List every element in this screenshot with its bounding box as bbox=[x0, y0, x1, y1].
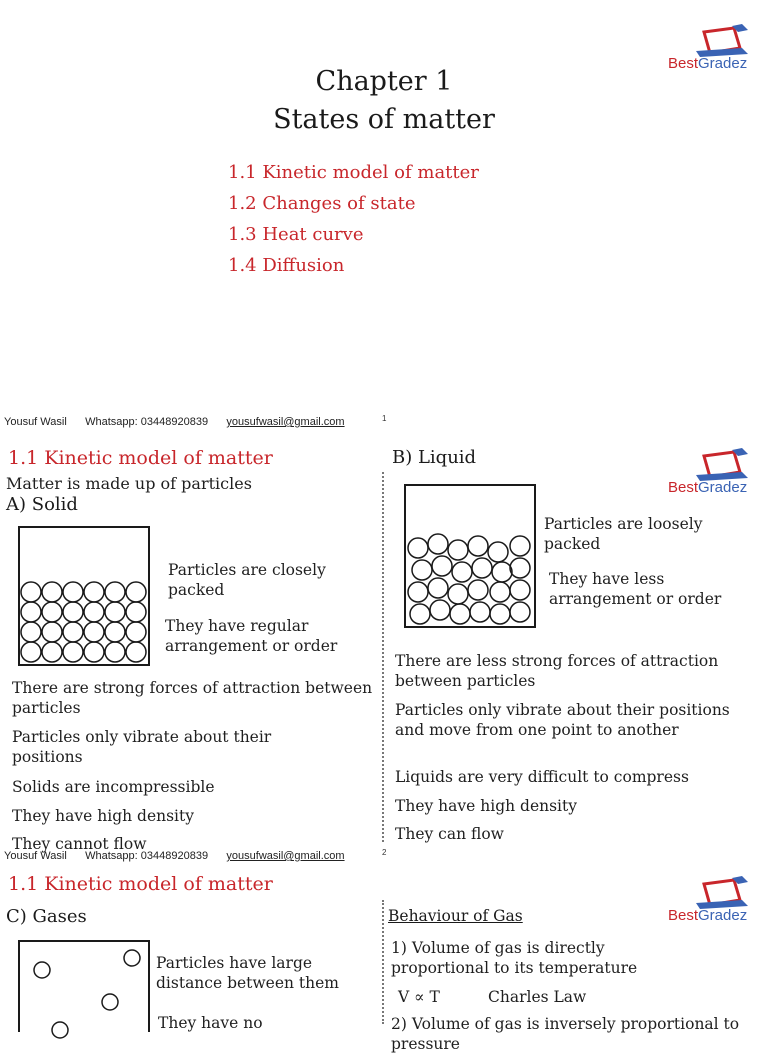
liquid-particle bbox=[510, 558, 530, 578]
liquid-particle bbox=[432, 556, 452, 576]
page-number-2: 2 bbox=[382, 848, 387, 857]
gas-particles-svg bbox=[20, 942, 148, 1032]
liquid-particle bbox=[472, 558, 492, 578]
solid-note-packed: Particles are closely packed bbox=[168, 561, 326, 599]
page-number-1: 1 bbox=[382, 414, 387, 423]
solid-particle bbox=[84, 582, 104, 602]
logo-text-gradez: Gradez bbox=[698, 479, 748, 496]
solid-particle bbox=[84, 642, 104, 662]
solid-particle bbox=[21, 642, 41, 662]
solid-particle bbox=[42, 622, 62, 642]
solid-particle bbox=[84, 602, 104, 622]
toc-item-2: 1.2 Changes of state bbox=[228, 193, 416, 214]
logo-text-best: Best bbox=[668, 55, 699, 72]
liquid-point-move: Particles only vibrate about their positions and move from one point to another bbox=[395, 701, 730, 739]
liquid-note-order: They have less arrangement or order bbox=[549, 570, 722, 608]
solid-particle bbox=[126, 622, 146, 642]
bestgradez-logo-2 bbox=[668, 450, 760, 496]
liquid-particle bbox=[510, 580, 530, 600]
solid-title: A) Solid bbox=[6, 494, 78, 515]
footer-author: Yousuf Wasil bbox=[4, 850, 67, 862]
solid-particle bbox=[63, 582, 83, 602]
solid-point-vibrate: Particles only vibrate about their positions bbox=[12, 728, 272, 766]
liquid-particle bbox=[468, 536, 488, 556]
liquid-particle bbox=[510, 536, 530, 556]
laptop-logo-icon bbox=[682, 26, 752, 58]
solid-particle bbox=[42, 582, 62, 602]
liquid-particle bbox=[428, 534, 448, 554]
liquid-particle bbox=[470, 602, 490, 622]
solid-point-forces: There are strong forces of attraction between particles bbox=[12, 679, 373, 717]
liquid-particle bbox=[450, 604, 470, 624]
gases-title: C) Gases bbox=[6, 906, 87, 927]
liquid-particle-diagram bbox=[404, 484, 536, 628]
toc-item-1: 1.1 Kinetic model of matter bbox=[228, 162, 479, 183]
gas-note-order: They have no bbox=[158, 1014, 263, 1032]
liquid-point-density: They have high density bbox=[395, 797, 578, 815]
chapter-subtitle: States of matter bbox=[273, 104, 495, 135]
boyles-law-statement: 2) Volume of gas is inversely proportional to pressure bbox=[391, 1015, 740, 1053]
solid-particle bbox=[42, 602, 62, 622]
solid-particle bbox=[126, 602, 146, 622]
solid-note-order: They have regular arrangement or order bbox=[165, 617, 338, 655]
section-heading-kinetic: 1.1 Kinetic model of matter bbox=[8, 447, 273, 469]
bestgradez-logo-3 bbox=[668, 878, 760, 924]
footer-whatsapp: Whatsapp: 03448920839 bbox=[85, 850, 209, 862]
charles-law-formula: V ∝ T bbox=[398, 988, 440, 1006]
solid-particle-diagram bbox=[18, 526, 150, 666]
page-footer-2 bbox=[4, 850, 345, 862]
behaviour-of-gas-title: Behaviour of Gas bbox=[388, 907, 523, 925]
liquid-note-packed: Particles are loosely packed bbox=[544, 515, 703, 553]
solid-particle bbox=[63, 622, 83, 642]
matter-intro: Matter is made up of particles bbox=[6, 474, 252, 493]
footer-email-link[interactable]: yousufwasil@gmail.com bbox=[226, 416, 345, 428]
solid-particle bbox=[105, 602, 125, 622]
liquid-point-compress: Liquids are very difficult to compress bbox=[395, 768, 689, 786]
liquid-particle bbox=[468, 580, 488, 600]
gas-particle-diagram bbox=[18, 940, 150, 1032]
liquid-particle bbox=[412, 560, 432, 580]
charles-law-name: Charles Law bbox=[488, 988, 587, 1006]
solid-point-flow: They cannot flow bbox=[12, 835, 147, 853]
liquid-particle bbox=[408, 538, 428, 558]
solid-particle bbox=[63, 602, 83, 622]
solid-particle bbox=[21, 582, 41, 602]
solid-particle bbox=[21, 622, 41, 642]
liquid-particle bbox=[448, 584, 468, 604]
logo-text-gradez: Gradez bbox=[698, 55, 748, 72]
liquid-particle bbox=[448, 540, 468, 560]
logo-text-best: Best bbox=[668, 907, 699, 924]
column-divider bbox=[382, 472, 384, 842]
gas-note-distance: Particles have large distance between them bbox=[156, 954, 339, 992]
liquid-point-flow: They can flow bbox=[395, 825, 504, 843]
footer-author: Yousuf Wasil bbox=[4, 416, 67, 428]
liquid-particle bbox=[488, 542, 508, 562]
liquid-particle bbox=[428, 578, 448, 598]
footer-whatsapp: Whatsapp: 03448920839 bbox=[85, 416, 209, 428]
solid-particles-svg bbox=[20, 528, 148, 664]
solid-particle bbox=[21, 602, 41, 622]
liquid-title: B) Liquid bbox=[392, 447, 477, 468]
solid-particle bbox=[105, 582, 125, 602]
liquid-particle bbox=[430, 600, 450, 620]
solid-particle bbox=[105, 622, 125, 642]
section-heading-kinetic-2: 1.1 Kinetic model of matter bbox=[8, 873, 273, 895]
page-footer-1 bbox=[4, 416, 345, 428]
charles-law-statement: 1) Volume of gas is directly proportional to its temperature bbox=[391, 939, 638, 977]
liquid-point-forces: There are less strong forces of attraction between particles bbox=[395, 652, 719, 690]
solid-particle bbox=[105, 642, 125, 662]
liquid-particle bbox=[510, 602, 530, 622]
solid-point-density: They have high density bbox=[12, 807, 195, 825]
liquid-particle bbox=[410, 604, 430, 624]
solid-particle bbox=[126, 582, 146, 602]
solid-point-incompressible: Solids are incompressible bbox=[12, 778, 215, 796]
liquid-particle bbox=[490, 604, 510, 624]
liquid-particle bbox=[492, 562, 512, 582]
logo-text-gradez: Gradez bbox=[698, 907, 748, 924]
liquid-particle bbox=[490, 582, 510, 602]
logo-text-best: Best bbox=[668, 479, 699, 496]
chapter-title: Chapter 1 bbox=[315, 66, 453, 97]
liquid-particles-svg bbox=[406, 486, 534, 626]
laptop-logo-icon bbox=[682, 450, 752, 482]
solid-particle bbox=[126, 642, 146, 662]
toc-item-4: 1.4 Diffusion bbox=[228, 255, 345, 276]
liquid-particle bbox=[452, 562, 472, 582]
footer-email-link[interactable]: yousufwasil@gmail.com bbox=[226, 850, 345, 862]
liquid-particle bbox=[408, 582, 428, 602]
solid-particle bbox=[63, 642, 83, 662]
column-divider-2 bbox=[382, 900, 384, 1024]
solid-particle bbox=[84, 622, 104, 642]
toc-item-3: 1.3 Heat curve bbox=[228, 224, 364, 245]
laptop-logo-icon bbox=[682, 878, 752, 910]
solid-particle bbox=[42, 642, 62, 662]
